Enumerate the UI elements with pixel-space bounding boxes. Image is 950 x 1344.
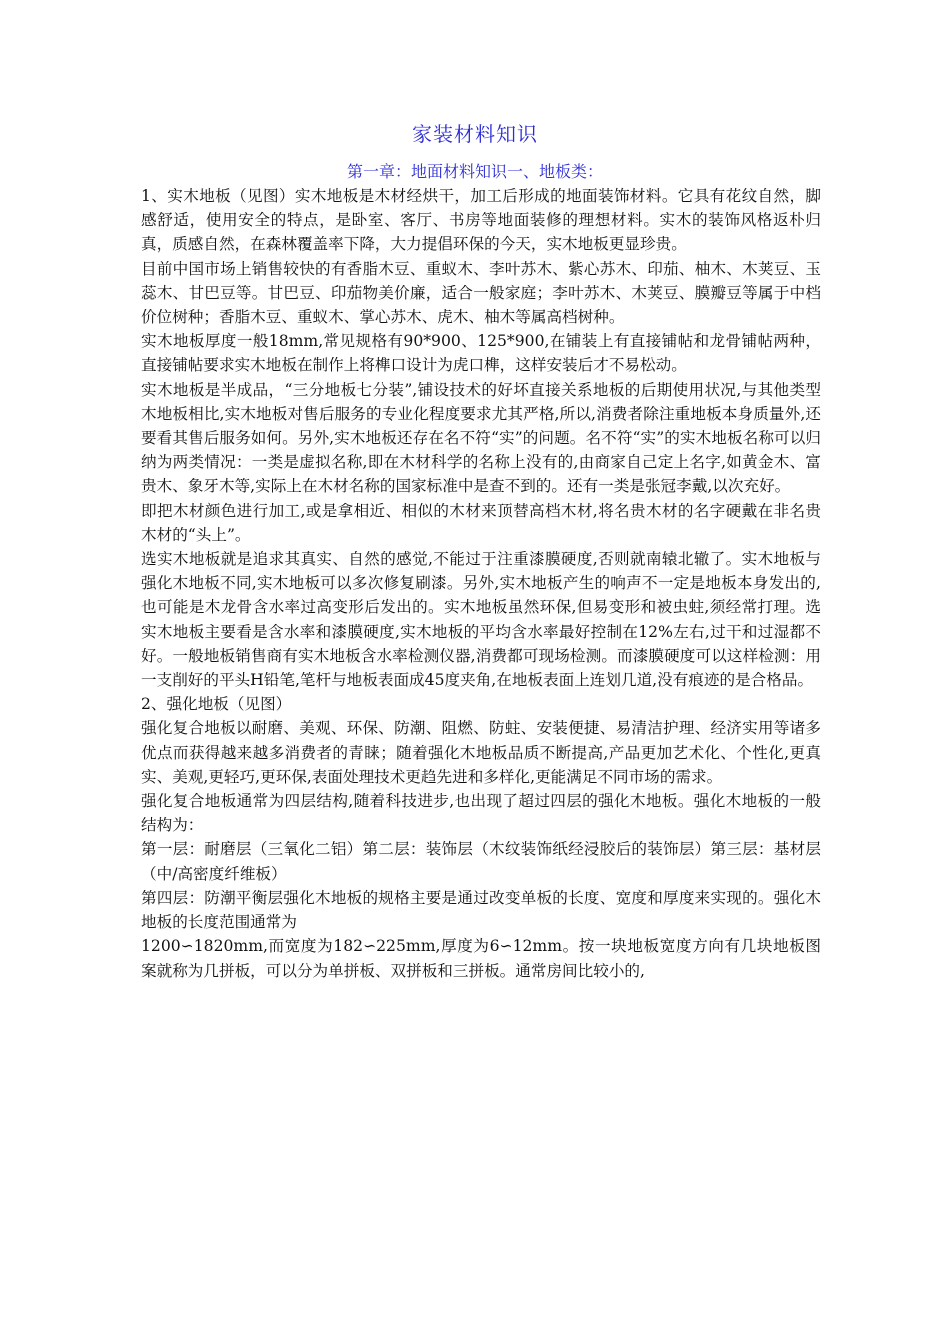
- paragraph: 第四层：防潮平衡层强化木地板的规格主要是通过改变单板的长度、宽度和厚度来实现的。强化木地板的长度范围通常为: [141, 888, 821, 932]
- paragraph: 强化复合地板以耐磨、美观、环保、防潮、阻燃、防蛀、安装便捷、易清洁护理、经济实用等诸多优点而获得越来越多消费者的青睐；随着强化木地板品质不断提高,产品更加艺术化、个性化,更真实、美观,更轻巧,更环保,表面处理技术更趋先进和多样化,更能满足不同市场的需求。: [141, 719, 821, 786]
- paragraph: 强化复合地板通常为四层结构,随着科技进步,也出现了超过四层的强化木地板。强化木地板的一般结构为：: [141, 792, 821, 835]
- document-body: [141, 184, 821, 983]
- paragraph: 即把木材颜色进行加工,或是拿相近、相似的木材来顶替高档木材,将名贵木材的名字硬戴在非名贵木材的“头上”。: [141, 501, 821, 544]
- paragraph: 实木地板厚度一般18mm,常见规格有90*900、125*900,在铺装上有直接铺帖和龙骨铺帖两种，直接铺帖要求实木地板在制作上将榫口设计为虎口榫，这样安装后才不易松动。: [141, 332, 821, 375]
- paragraph: 1200∽1820mm,而宽度为182∽225mm,厚度为6∽12mm。按一块地板宽度方向有几块地板图案就称为几拼板，可以分为单拼板、双拼板和三拼板。通常房间比较小的,: [141, 937, 821, 980]
- paragraph: 第一层：耐磨层（三氧化二铝）第二层：装饰层（木纹装饰纸经浸胶后的装饰层）第三层：基材层（中/高密度纤维板）: [141, 840, 821, 883]
- section-heading: 2、强化地板（见图）: [141, 695, 292, 714]
- paragraph: 实木地板是半成品，“三分地板七分装”,铺设技术的好坏直接关系地板的后期使用状况,与其他类型木地板相比,实木地板对售后服务的专业化程度要求尤其严格,所以,消费者除注重地板本身质量外,还要看其售后服务如何。另外,实木地板还存在名不符“实”的问题。名不符“实”的实木地板名称可以归纳为两类情况：一类是虚拟名称,即在木材科学的名称上没有的,由商家自己定上名字,如黄金木、富贵木、象牙木等,实际上在木材名称的国家标准中是查不到的。还有一类是张冠李戴,以次充好。: [141, 380, 821, 496]
- paragraph: 目前中国市场上销售较快的有香脂木豆、重蚁木、李叶苏木、紫心苏木、印茄、柚木、木荚豆、玉蕊木、甘巴豆等。甘巴豆、印茄物美价廉，适合一般家庭；李叶苏木、木荚豆、膜瓣豆等属于中档价位树种；香脂木豆、重蚁木、掌心苏木、虎木、柚木等属高档树种。: [141, 259, 821, 327]
- paragraph: 1、实木地板（见图）实木地板是木材经烘干，加工后形成的地面装饰材料。它具有花纹自然，脚感舒适，使用安全的特点，是卧室、客厅、书房等地面装修的理想材料。实木的装饰风格返朴归真，质感自然，在森林覆盖率下降，大力提倡环保的今天，实木地板更显珍贵。: [141, 187, 821, 254]
- document-title: 家装材料知识: [412, 122, 538, 146]
- chapter-heading: 第一章：地面材料知识一、地板类：: [346, 162, 603, 181]
- paragraph: 选实木地板就是追求其真实、自然的感觉,不能过于注重漆膜硬度,否则就南辕北辙了。实木地板与强化木地板不同,实木地板可以多次修复刷漆。另外,实木地板产生的响声不一定是地板本身发出的,也可能是木龙骨含水率过高变形后发出的。实木地板虽然环保,但易变形和被虫蛀,须经常打理。选实木地板主要看是含水率和漆膜硬度,实木地板的平均含水率最好控制在12%左右,过干和过湿都不好。一般地板销售商有实木地板含水率检测仪器,消费都可现场检测。而漆膜硬度可以这样检测：用一支削好的平头H铅笔,笔杆与地板表面成45度夹角,在地板表面上连划几道,没有痕迹的是合格品。: [141, 550, 821, 690]
